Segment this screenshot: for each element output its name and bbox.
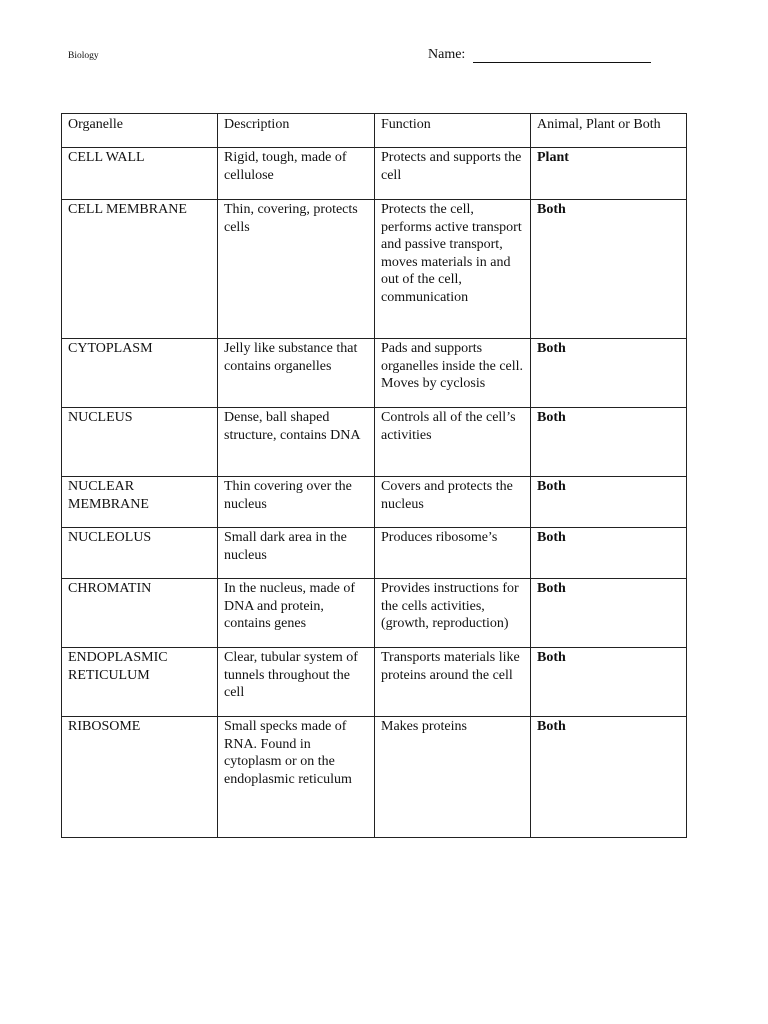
- description-cell: Small dark area in the nucleus: [218, 528, 375, 579]
- column-header-kingdom: Animal, Plant or Both: [531, 114, 687, 148]
- kingdom-cell: Plant: [531, 148, 687, 200]
- kingdom-cell: Both: [531, 648, 687, 717]
- kingdom-cell: Both: [531, 717, 687, 838]
- table-row: [62, 717, 687, 838]
- table-row: [62, 148, 687, 200]
- table-row: [62, 408, 687, 477]
- function-cell: Produces ribosome’s: [375, 528, 531, 579]
- description-cell: Clear, tubular system of tunnels throughout the cell: [218, 648, 375, 717]
- organelle-cell: CYTOPLASM: [62, 339, 218, 408]
- description-cell: Rigid, tough, made of cellulose: [218, 148, 375, 200]
- column-header-description: Description: [218, 114, 375, 148]
- table-row: [62, 648, 687, 717]
- table-header-row: [62, 114, 687, 148]
- organelle-cell: NUCLEUS: [62, 408, 218, 477]
- function-cell: Transports materials like proteins around the cell: [375, 648, 531, 717]
- kingdom-cell: Both: [531, 528, 687, 579]
- table-row: [62, 339, 687, 408]
- function-cell: Covers and protects the nucleus: [375, 477, 531, 528]
- description-cell: Jelly like substance that contains organelles: [218, 339, 375, 408]
- kingdom-cell: Both: [531, 579, 687, 648]
- table-row: [62, 200, 687, 339]
- organelle-cell: CELL MEMBRANE: [62, 200, 218, 339]
- kingdom-cell: Both: [531, 339, 687, 408]
- function-cell: Protects the cell, performs active transport and passive transport, moves materials in and out of the cell, communication: [375, 200, 531, 339]
- kingdom-cell: Both: [531, 200, 687, 339]
- function-cell: Makes proteins: [375, 717, 531, 838]
- function-cell: Protects and supports the cell: [375, 148, 531, 200]
- name-blank-line[interactable]: [473, 46, 651, 63]
- organelle-cell: CHROMATIN: [62, 579, 218, 648]
- subject-label: Biology: [68, 51, 99, 61]
- name-label: Name:: [428, 47, 466, 62]
- table-row: [62, 579, 687, 648]
- function-cell: Pads and supports organelles inside the cell. Moves by cyclosis: [375, 339, 531, 408]
- column-header-organelle: Organelle: [62, 114, 218, 148]
- description-cell: Small specks made of RNA. Found in cytoplasm or on the endoplasmic reticulum: [218, 717, 375, 838]
- organelle-cell: RIBOSOME: [62, 717, 218, 838]
- column-header-function: Function: [375, 114, 531, 148]
- description-cell: Thin covering over the nucleus: [218, 477, 375, 528]
- function-cell: Provides instructions for the cells activities, (growth, reproduction): [375, 579, 531, 648]
- name-field: [428, 46, 651, 63]
- kingdom-cell: Both: [531, 477, 687, 528]
- organelle-table: [61, 113, 687, 838]
- organelle-cell: NUCLEOLUS: [62, 528, 218, 579]
- description-cell: Thin, covering, protects cells: [218, 200, 375, 339]
- organelle-cell: CELL WALL: [62, 148, 218, 200]
- organelle-cell: ENDOPLASMIC RETICULUM: [62, 648, 218, 717]
- function-cell: Controls all of the cell’s activities: [375, 408, 531, 477]
- table-row: [62, 528, 687, 579]
- kingdom-cell: Both: [531, 408, 687, 477]
- description-cell: Dense, ball shaped structure, contains DNA: [218, 408, 375, 477]
- organelle-cell: NUCLEAR MEMBRANE: [62, 477, 218, 528]
- description-cell: In the nucleus, made of DNA and protein, contains genes: [218, 579, 375, 648]
- table-row: [62, 477, 687, 528]
